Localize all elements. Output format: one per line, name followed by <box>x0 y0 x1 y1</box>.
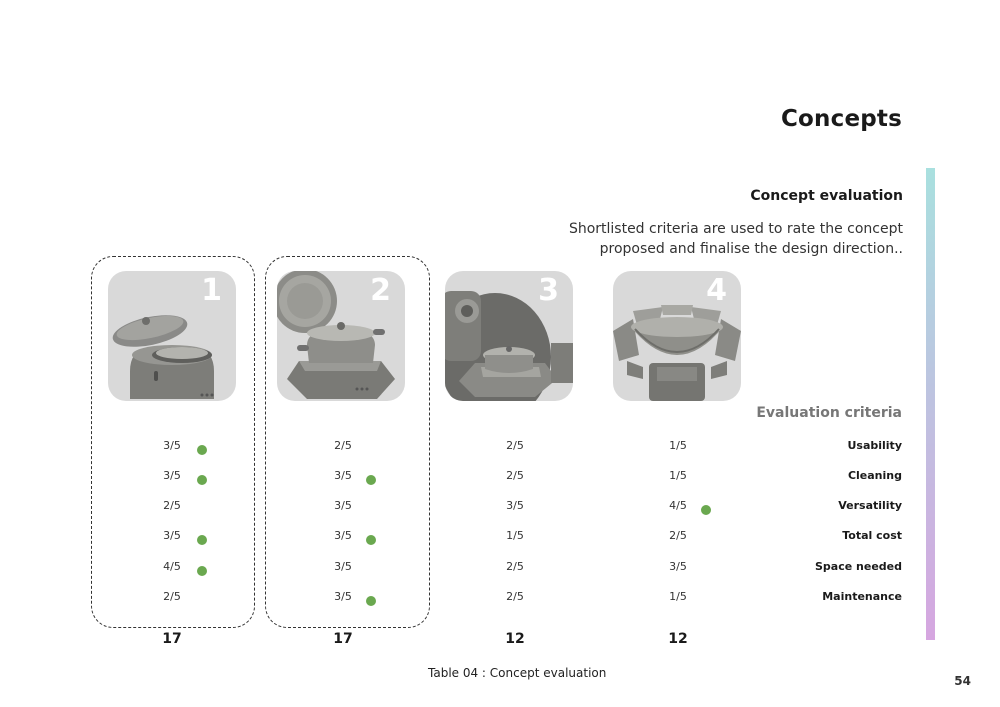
total-score: 17 <box>162 631 182 647</box>
score-cell: 1/5 <box>506 529 524 542</box>
score-cell: 3/5 <box>506 499 524 512</box>
concept-number: 2 <box>370 273 391 308</box>
best-score-dot <box>197 566 207 576</box>
concept-card-2 <box>277 271 405 401</box>
score-cell: 2/5 <box>669 529 687 542</box>
score-cell: 1/5 <box>669 439 687 452</box>
score-cell: 4/5 <box>669 499 687 512</box>
concept-card-3 <box>445 271 573 401</box>
criteria-label-maintenance: Maintenance <box>822 590 902 603</box>
score-cell: 2/5 <box>506 590 524 603</box>
best-score-dot <box>197 535 207 545</box>
score-cell: 3/5 <box>163 469 181 482</box>
criteria-label-total-cost: Total cost <box>842 529 902 542</box>
score-cell: 3/5 <box>334 529 352 542</box>
score-cell: 3/5 <box>334 469 352 482</box>
total-score: 17 <box>333 631 353 647</box>
best-score-dot <box>366 475 376 485</box>
criteria-heading: Evaluation criteria <box>756 405 902 421</box>
score-cell: 2/5 <box>334 439 352 452</box>
score-cell: 1/5 <box>669 469 687 482</box>
table-caption: Table 04 : Concept evaluation <box>428 666 607 680</box>
score-cell: 2/5 <box>506 560 524 573</box>
best-score-dot <box>197 475 207 485</box>
best-score-dot <box>366 596 376 606</box>
best-score-dot <box>701 505 711 515</box>
section-subtitle: Concept evaluation <box>750 188 903 204</box>
score-cell: 2/5 <box>506 439 524 452</box>
score-cell: 3/5 <box>163 439 181 452</box>
score-cell: 3/5 <box>163 529 181 542</box>
score-cell: 1/5 <box>669 590 687 603</box>
concept-number: 4 <box>706 273 727 308</box>
concept-number: 3 <box>538 273 559 308</box>
best-score-dot <box>197 445 207 455</box>
page-title: Concepts <box>780 106 902 132</box>
accent-gradient-bar <box>926 168 935 640</box>
score-cell: 2/5 <box>163 590 181 603</box>
criteria-label-usability: Usability <box>847 439 902 452</box>
criteria-label-space-needed: Space needed <box>815 560 902 573</box>
concept-number: 1 <box>201 273 222 308</box>
best-score-dot <box>366 535 376 545</box>
total-score: 12 <box>505 631 525 647</box>
score-cell: 2/5 <box>506 469 524 482</box>
score-cell: 3/5 <box>334 499 352 512</box>
total-score: 12 <box>668 631 688 647</box>
concept-card-4 <box>613 271 741 401</box>
score-cell: 3/5 <box>334 560 352 573</box>
criteria-label-cleaning: Cleaning <box>847 469 902 482</box>
criteria-label-versatility: Versatility <box>838 499 902 512</box>
score-cell: 2/5 <box>163 499 181 512</box>
score-cell: 4/5 <box>163 560 181 573</box>
score-cell: 3/5 <box>334 590 352 603</box>
page-number: 54 <box>954 674 971 688</box>
section-description: Shortlisted criteria are used to rate the concept proposed and finalise the design direction.. <box>568 221 903 257</box>
concept-card-1 <box>108 271 236 401</box>
score-cell: 3/5 <box>669 560 687 573</box>
